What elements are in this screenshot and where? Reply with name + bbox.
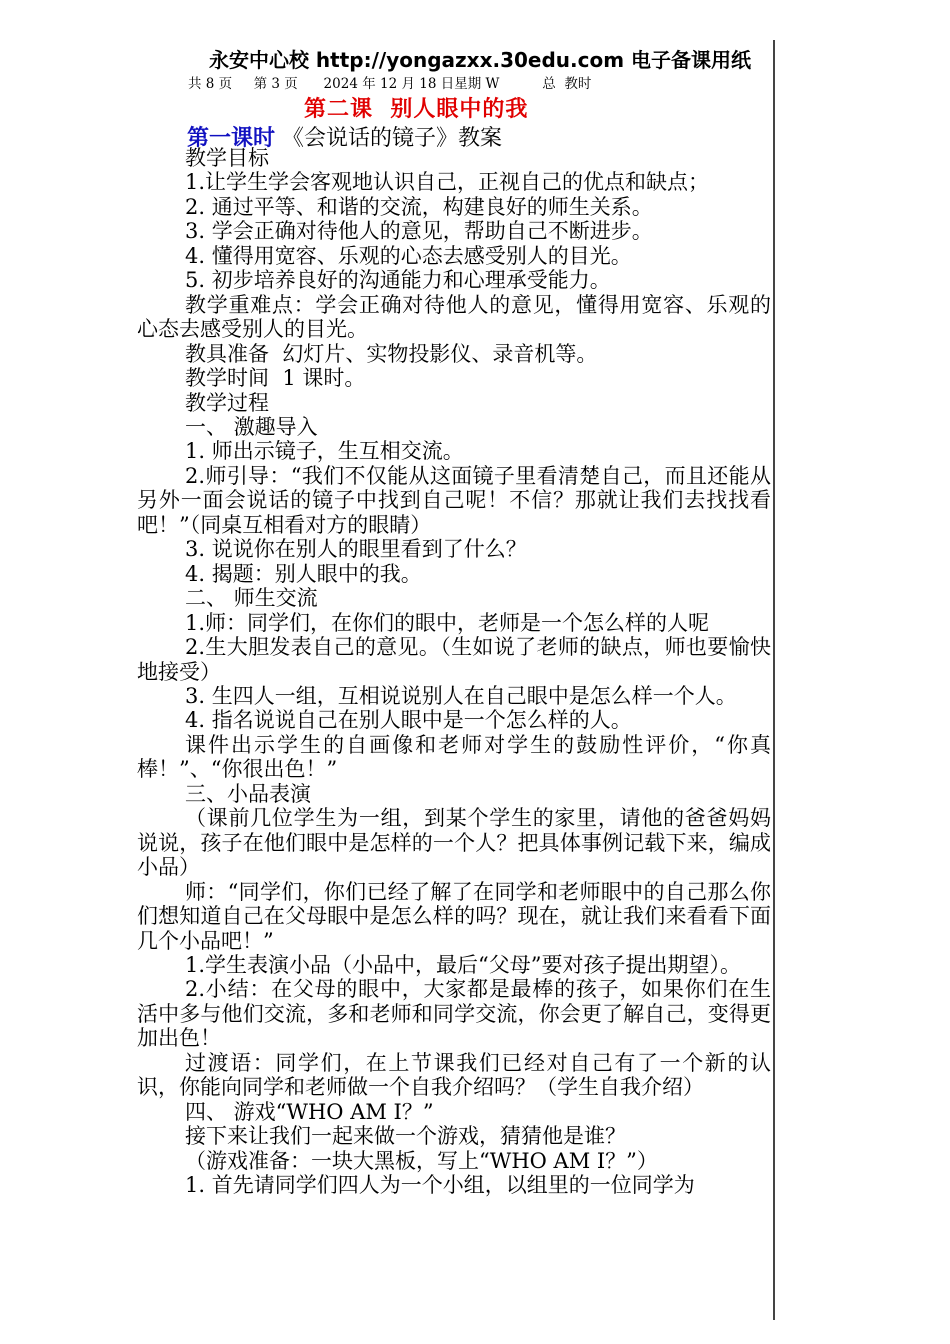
body-paragraph: 1.让学生学会客观地认识自己，正视自己的优点和缺点；: [185, 170, 710, 195]
body-paragraph: （课前几位学生为一组，到某个学生的家里，请他的爸爸妈妈说说，孩子在他们眼中是怎样的一个人？把具体事例记载下来，编成小品）: [137, 806, 771, 880]
body-paragraph: 2. 通过平等、和谐的交流，构建良好的师生关系。: [185, 194, 653, 219]
body-paragraph: 一、 激趣导入: [185, 414, 318, 439]
margin-line: [773, 40, 775, 1320]
session-title: 《会说话的镜子》教案: [275, 126, 503, 151]
body-paragraph: 教学目标: [185, 146, 269, 170]
header-meta: 共 8 页 第 3 页 2024 年 12 月 18 日星期 W 总 教时: [188, 76, 592, 92]
body-paragraph: 5. 初步培养良好的沟通能力和心理承受能力。: [185, 268, 611, 293]
header-title: 永安中心校 http://yongazxx.30edu.com 电子备课用纸: [208, 48, 752, 72]
body-paragraph: （游戏准备：一块大黑板，写上“WHO AM I？”）: [185, 1148, 658, 1173]
body-paragraph: 接下来让我们一起来做一个游戏，猜猜他是谁？: [185, 1124, 626, 1149]
body-paragraph: 4. 揭题：别人眼中的我。: [185, 561, 422, 586]
body-paragraph: 1.师：同学们，在你们的眼中，老师是一个怎么样的人呢: [185, 610, 710, 635]
body-paragraph: 课件出示学生的自画像和老师对学生的鼓励性评价，“你真棒！”、“你很出色！”: [137, 732, 771, 782]
body-paragraph: 教学过程: [185, 390, 269, 415]
body-paragraph: 4. 懂得用宽容、乐观的心态去感受别人的目光。: [185, 243, 632, 268]
body-paragraph: 2.小结：在父母的眼中，大家都是最棒的孩子，如果你们在生活中多与他们交流，多和老师和同学交流，你会更了解自己，变得更加出色！: [137, 977, 771, 1051]
lesson-title: 第二课 别人眼中的我: [304, 96, 529, 122]
body-paragraph: 教具准备 幻灯片、实物投影仪、录音机等。: [185, 341, 598, 366]
body-paragraph: 1.学生表演小品（小品中，最后“父母”要对孩子提出期望）。: [185, 952, 742, 977]
body-paragraph: 3. 说说你在别人的眼里看到了什么？: [185, 537, 527, 562]
body-paragraph: 师：“同学们，你们已经了解了在同学和老师眼中的自己那么你们想知道自己在父母眼中是怎么样的吗？现在，就让我们来看看下面几个小品吧！”: [137, 879, 771, 953]
body-paragraph: 1. 首先请同学们四人为一个小组，以组里的一位同学为: [185, 1173, 695, 1198]
body-paragraph: 2.生大胆发表自己的意见。（生如说了老师的缺点，师也要愉快地接受）: [137, 635, 771, 684]
body-paragraph: 4. 指名说说自己在别人眼中是一个怎么样的人。: [185, 708, 632, 733]
lesson-body: [137, 146, 771, 1197]
session-label: 第一课时: [187, 125, 276, 151]
body-paragraph: 2.师引导：“我们不仅能从这面镜子里看清楚自己，而且还能从另外一面会说话的镜子中找到自己呢！不信？那就让我们去找找看吧！”（同桌互相看对方的眼睛）: [137, 463, 771, 537]
body-paragraph: 四、 游戏“WHO AM I？”: [185, 1099, 434, 1124]
body-paragraph: 三、小品表演: [185, 781, 311, 806]
body-paragraph: 二、 师生交流: [185, 586, 318, 611]
body-paragraph: 教学重难点：学会正确对待他人的意见，懂得用宽容、乐观的心态去感受别人的目光。: [137, 292, 771, 342]
body-paragraph: 过渡语：同学们，在上节课我们已经对自己有了一个新的认识，你能向同学和老师做一个自我介绍吗？（学生自我介绍）: [137, 1050, 771, 1100]
body-paragraph: 3. 学会正确对待他人的意见，帮助自己不断进步。: [185, 219, 653, 244]
body-paragraph: 1. 师出示镜子，生互相交流。: [185, 439, 464, 464]
body-paragraph: 教学时间 1 课时。: [185, 366, 366, 391]
body-paragraph: 3. 生四人一组，互相说说别人在自己眼中是怎么样一个人。: [185, 683, 737, 708]
